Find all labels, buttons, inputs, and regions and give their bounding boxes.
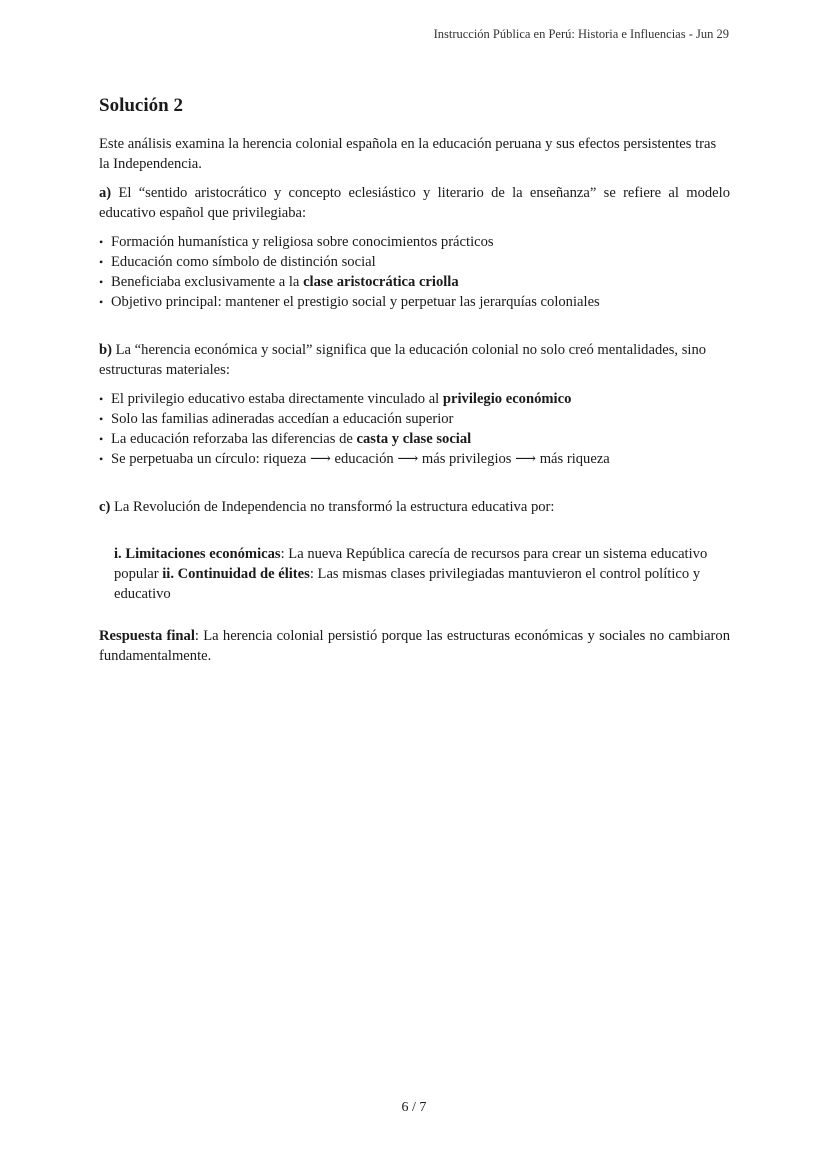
section-title: Solución 2 <box>99 95 183 116</box>
part-a-paragraph <box>99 183 730 223</box>
list-item-text: El privilegio educativo estaba directamente vinculado al <box>111 391 443 407</box>
part-b-label: b) <box>99 342 112 358</box>
list-item-text: Beneficiaba exclusivamente a la <box>111 274 304 290</box>
final-answer-text: : La herencia colonial persistió porque las estructuras económicas y sociales no cambiaron fundamentalmente. <box>99 628 730 664</box>
list-item <box>99 292 730 312</box>
page-number: 6 / 7 <box>401 1100 427 1115</box>
list-item <box>99 272 730 292</box>
part-c-paragraph <box>99 497 730 517</box>
reason-i-label: i. Limitaciones económicas <box>114 546 281 562</box>
list-item-emphasis: casta y clase social <box>356 431 472 447</box>
list-item-text: Se perpetuaba un círculo: riqueza ⟶ educación ⟶ más privilegios ⟶ más riqueza <box>111 451 610 467</box>
list-item-text: Educación como símbolo de distinción social <box>111 254 376 270</box>
page-content <box>99 95 730 666</box>
list-item <box>99 409 730 429</box>
list-item <box>99 429 730 449</box>
final-answer-label: Respuesta final <box>99 628 195 644</box>
list-item <box>99 389 730 409</box>
part-c-reasons <box>114 544 730 604</box>
list-item-text: Objetivo principal: mantener el prestigio social y perpetuar las jerarquías coloniales <box>111 294 600 310</box>
reason-ii-label: ii. Continuidad de élites <box>162 566 310 582</box>
part-b-list <box>99 389 730 469</box>
list-item-emphasis: privilegio económico <box>442 391 572 407</box>
reason-i-text: : La nueva República carecía de recursos para crear un sistema educativo popular <box>114 546 708 582</box>
list-item-text: Solo las familias adineradas accedían a educación superior <box>111 411 454 427</box>
list-item-text: La educación reforzaba las diferencias de <box>111 431 357 447</box>
part-b-paragraph <box>99 340 730 380</box>
part-a-label: a) <box>99 185 112 201</box>
final-answer <box>99 626 730 666</box>
list-item-emphasis: clase aristocrática criolla <box>303 274 459 290</box>
reason-ii-text: : Las mismas clases privilegiadas mantuvieron el control político y educativo <box>114 566 701 602</box>
running-header: Instrucción Pública en Perú: Historia e Influencias - Jun 29 <box>433 27 729 41</box>
list-item-text: Formación humanística y religiosa sobre conocimientos prácticos <box>111 234 494 250</box>
part-c-text: La Revolución de Independencia no transformó la estructura educativa por: <box>110 499 555 515</box>
intro-paragraph: Este análisis examina la herencia colonial española en la educación peruana y sus efectos persistentes tras la Independencia. <box>99 136 717 172</box>
part-c-label: c) <box>99 499 111 515</box>
part-a-list <box>99 232 730 312</box>
part-b-text: La “herencia económica y social” significa que la educación colonial no solo creó mentalidades, sino estructuras materiales: <box>99 342 707 378</box>
list-item <box>99 449 730 469</box>
part-a-text: El “sentido aristocrático y concepto eclesiástico y literario de la enseñanza” se refiere al modelo educativo español que privilegiaba: <box>99 185 730 221</box>
list-item <box>99 232 730 252</box>
list-item <box>99 252 730 272</box>
